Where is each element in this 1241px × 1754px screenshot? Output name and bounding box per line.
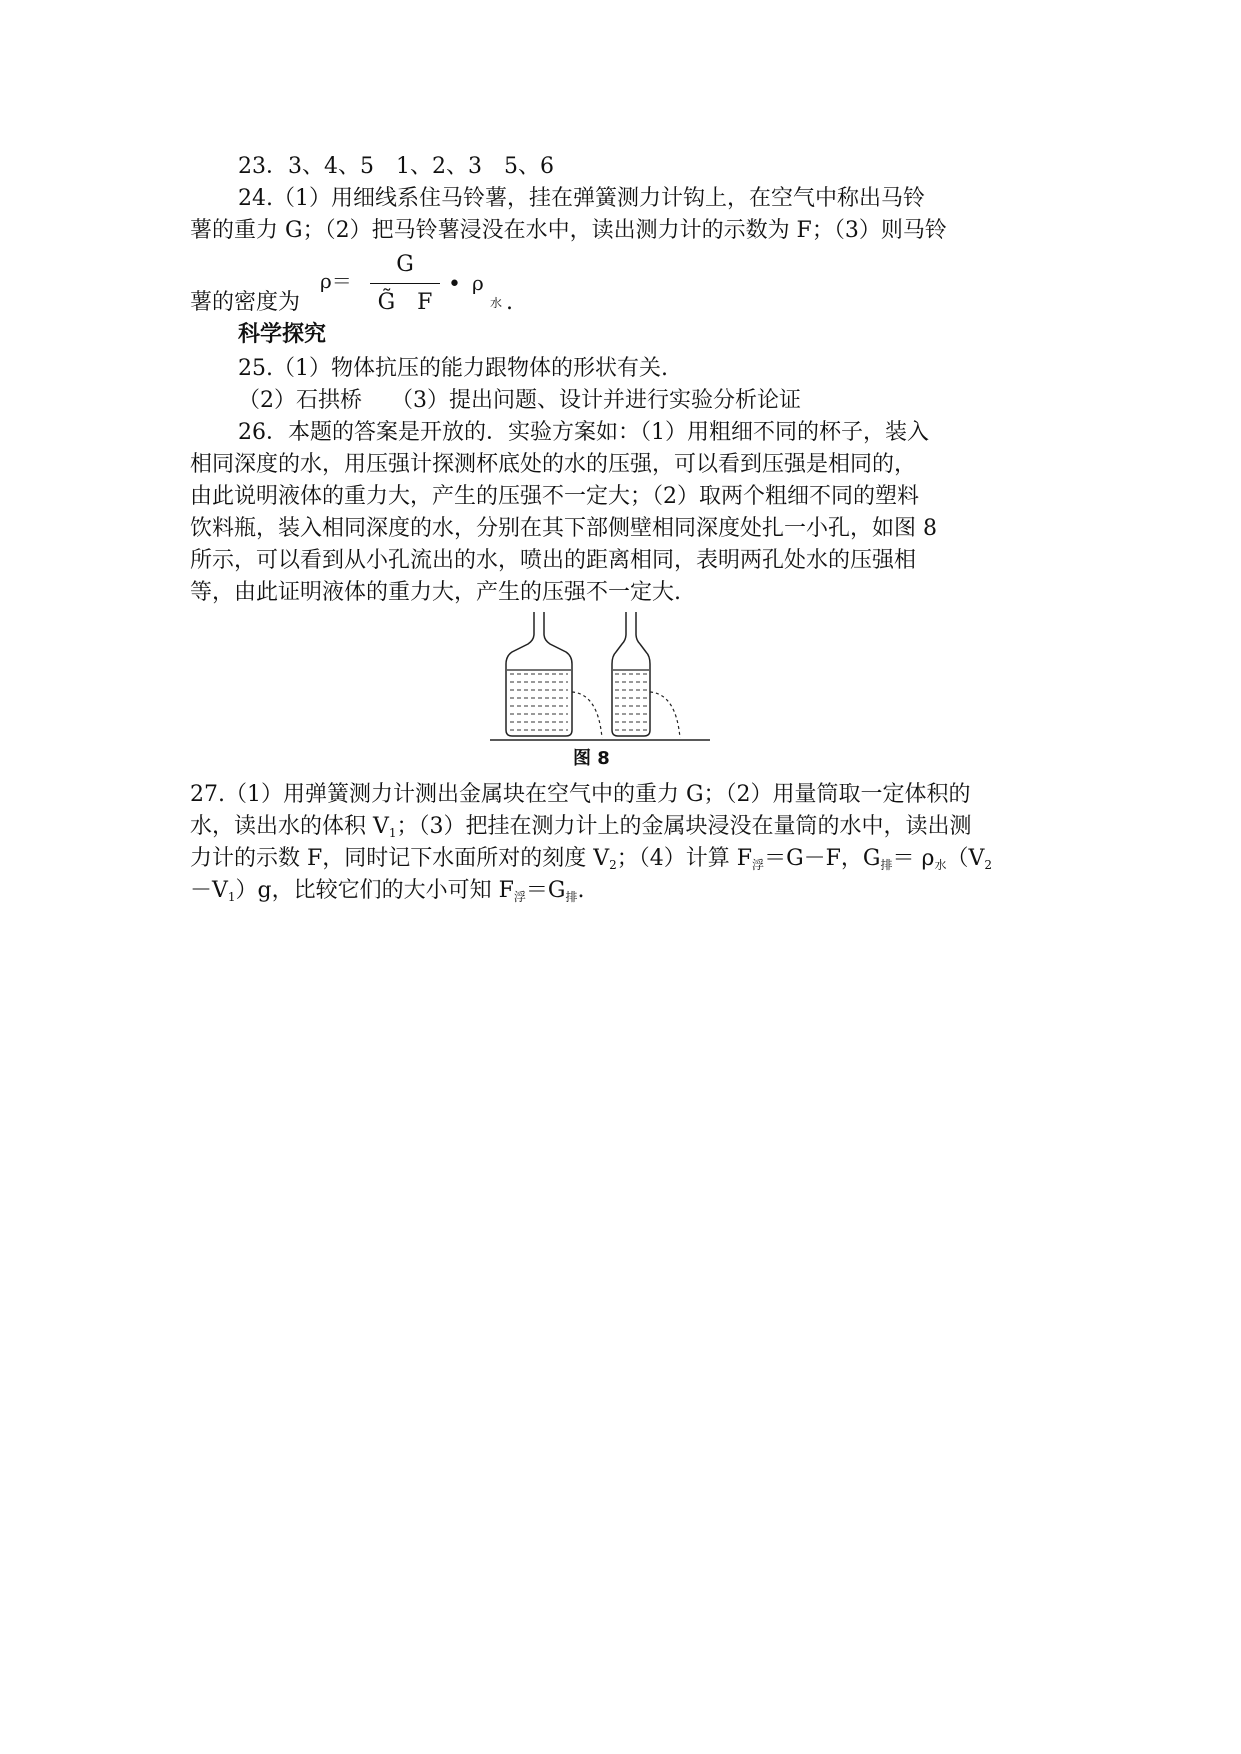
formula-rho: ρ＝ [320, 269, 352, 293]
answer-26-line-1: 26．本题的答案是开放的．实验方案如：（1）用粗细不同的杯子，装入 [238, 420, 929, 445]
fraction-denominator: G̃ F [377, 290, 433, 315]
water-jet-left [572, 692, 602, 738]
formula-dot: • [448, 272, 461, 297]
answer-24-line-1: 24.（1）用细线系住马铃薯，挂在弹簧测力计钩上，在空气中称出马铃 [238, 186, 925, 211]
answer-26-line-6: 等，由此证明液体的重力大，产生的压强不一定大. [190, 580, 681, 605]
section-heading: 科学探究 [238, 322, 327, 347]
answer-24-line-3 [190, 288, 300, 318]
density-fraction [370, 252, 440, 318]
figure-caption: 图 8 [573, 748, 610, 769]
answer-24-line-2: 薯的重力 G；（2）把马铃薯浸没在水中，读出测力计的示数为 F；（3）则马铃 [190, 218, 947, 243]
formula-sub-water: 水 [490, 296, 503, 310]
density-label: 薯的密度为 [190, 290, 301, 315]
fraction-bar [370, 283, 440, 284]
formula-end: . [506, 290, 513, 315]
answer-23: 23．3、4、5 1、2、3 5、6 [238, 154, 554, 179]
answer-27-line-2: 水，读出水的体积 $V_1$；（3）把挂在测力计上的金属块浸没在量筒的水中，读出测 [190, 814, 972, 840]
formula-rho-water: ρ [472, 271, 484, 295]
answer-26-line-5: 所示，可以看到从小孔流出的水，喷出的距离相同，表明两孔处水的压强相 [190, 548, 917, 573]
answer-26-line-2: 相同深度的水，用压强计探测杯底处的水的压强，可以看到压强是相同的， [190, 452, 917, 477]
answer-27-line-4: $-V_1)g$，比较它们的大小可知 $F_浮=G_排$. [190, 878, 585, 904]
answer-25-line-1: 25.（1）物体抗压的能力跟物体的形状有关. [238, 356, 668, 381]
answer-27-line-1: 27.（1）用弹簧测力计测出金属块在空气中的重力 G；（2）用量筒取一定体积的 [190, 782, 971, 807]
answer-26-line-3: 由此说明液体的重力大，产生的压强不一定大；（2）取两个粗细不同的塑料 [190, 484, 919, 509]
figure-8-bottles-diagram [490, 612, 710, 742]
answer-25-line-2: （2）石拱桥 （3）提出问题、设计并进行实验分析论证 [238, 388, 801, 413]
answer-27-line-3: 力计的示数 F，同时记下水面所对的刻度 $V_2$；（4）计算 $F_浮=G-F$，$G_排= \rho_水(V_2$ [190, 846, 992, 872]
answer-26-line-4: 饮料瓶，装入相同深度的水，分别在其下部侧壁相同深度处扎一小孔，如图 8 [190, 516, 937, 541]
water-jet-right [650, 692, 680, 738]
fraction-numerator: G [396, 252, 414, 277]
